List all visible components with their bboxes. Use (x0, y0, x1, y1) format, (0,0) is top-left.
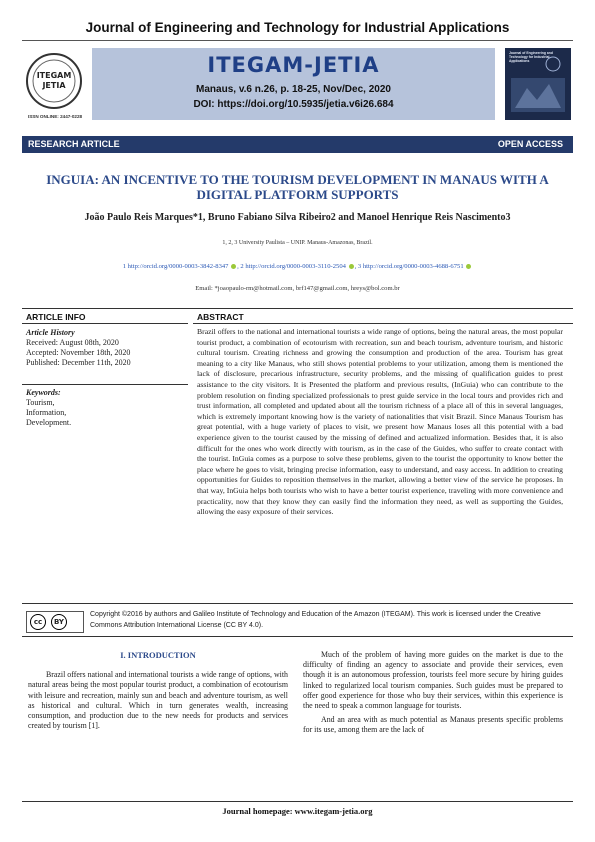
authors: João Paulo Reis Marques*1, Bruno Fabiano Silva Ribeiro2 and Manoel Henrique Reis Nascimento3 (84, 212, 511, 223)
email-line: Email: *joaopaulo-rm@hotmail.com, brf147@gmail.com, hreys@bol.com.br (195, 285, 400, 292)
published-date: Published: December 11th, 2020 (26, 358, 131, 367)
license-notice: Copyright ©2016 by authors and Galileo Institute of Technology and Education of the Amazon (ITEGAM). This work is licensed under the Creative Commons Attribution International License (CC BY 4.0). (90, 611, 541, 629)
info-rule (22, 323, 188, 324)
keyword: Information, (26, 408, 67, 417)
article-history (26, 328, 131, 368)
orcid-icon (349, 264, 354, 269)
intro-left-column (28, 650, 288, 731)
accepted-date: Accepted: November 18th, 2020 (26, 348, 131, 357)
cc-by-badge[interactable] (26, 611, 84, 633)
abstract-rule (193, 323, 573, 324)
svg-text:ITEGAM: ITEGAM (36, 71, 72, 80)
keyword: Development. (26, 418, 72, 427)
orcid-links: 1 http://orcid.org/0000-0003-3842-8347 , 2 http://orcid.org/0000-0003-3110-2504 , 3 http://orcid.org/0000-0003-4688-6751 (0, 263, 595, 270)
orcid-icon (466, 264, 471, 269)
intro-paragraph: And an area with as much potential as Manaus presents specific problems for its use, among them are the lack of (303, 715, 563, 735)
article-type-bar (22, 136, 573, 153)
orcid-icon (231, 264, 236, 269)
history-label: Article History (26, 328, 75, 337)
journal-logo (24, 50, 84, 112)
intro-right-column (303, 650, 563, 736)
introduction-heading: I. INTRODUCTION (120, 650, 196, 660)
svg-text:JETIA: JETIA (42, 81, 66, 90)
banner-journal-name: ITEGAM-JETIA (207, 53, 380, 77)
journal-cover-image (505, 48, 571, 120)
abstract-text: Brazil offers to the national and international tourists a wide range of options, being the natural areas, the most popular tourist product, a combination of ecotourism with recreation, sun and beach tourism, adventure tourism, and historic cultural tourism. Creating richness and growing the consumption and production of the area. Tourism has great meaning to a city like Manaus, who still shows potential problems to your utilization, among them is mentioned the lack of disclosure, precarious infrastructure, security problems, and the missing of qualification guides to prest assistance to the city visitors. It is Presented the platform and previous results, (InGuia) who can contribute to the problem resolution on finding specialized professionals to prest guide service in the local tours and provides rich and trust information, all completed and updated about all the tourism richness of a place all of this in several languages, which is extremely important knowing how is the variety of nationalities that visit Brazil. Since Manaus Tourism has great potential, with a huge variety of places to visit, we present how Manaus loses all this potential with a bad experience given to the tourist caused by the missing of defined and actualized information. Besides that, it is also difficult for the ones who work directly with tourism, as in the case of the Guides, who suffer to create contact with the tourist. InGuia comes as a purpose to solve these problems, given to the tourist the opportunity to know better the place where he goes to visit, bringing precise information, easy to understand, and easy access. In addition to creating opportunities for Guides to reposition themselves in the market, allowing a better view of the service he proposes. In that way, InGuia helps both tourists who wish to have a better tourist experience, traveling with more convenience and practicality, now that they know they can easily find the information they need, as well as supporting the Guides, allowing the easy exposure of their services. (197, 327, 563, 517)
footer-rule (22, 801, 573, 802)
by-icon: BY (51, 614, 67, 630)
abstract-heading: ABSTRACT (197, 312, 244, 322)
header-rule (22, 40, 573, 41)
keywords-block (26, 388, 71, 428)
article-info-heading: ARTICLE INFO (26, 312, 86, 322)
banner-volume: Manaus, v.6 n.26, p. 18-25, Nov/Dec, 2020 (196, 84, 391, 95)
research-article-label: RESEARCH ARTICLE (28, 139, 120, 149)
keywords-label: Keywords: (26, 388, 61, 397)
cover-text: Journal of Engineering and Technology for Industrial Applications (509, 51, 553, 63)
orcid-link-2[interactable]: 2 http://orcid.org/0000-0003-3110-2504 (240, 263, 346, 270)
affiliation: 1, 2, 3 University Paulista – UNIP. Manaus-Amazonas, Brazil. (222, 240, 373, 246)
top-rule (22, 308, 573, 309)
journal-title: Journal of Engineering and Technology for Industrial Applications (85, 20, 510, 35)
keyword: Tourism, (26, 398, 55, 407)
received-date: Received: August 08th, 2020 (26, 338, 119, 347)
cc-icon: cc (30, 614, 46, 630)
orcid-link-1[interactable]: 1 http://orcid.org/0000-0003-3842-8347 (122, 263, 229, 270)
paper-title: INGUIA: AN INCENTIVE TO THE TOURISM DEVELOPMENT IN MANAUS WITH A DIGITAL PLATFORM SUPPORTS (46, 172, 549, 202)
intro-paragraph: Brazil offers national and international tourists a wide range of options, with natural areas being the most popular tourist product, a combination of ecotourism with leisure and recreation, mainly sun and beach and adventure tourism, as well as historical and cultural. Which in turn generates wealth, increasing consumption, and production due to the new needs for products and services created by tourism [1]. (28, 670, 288, 731)
journal-homepage[interactable]: Journal homepage: www.itegam-jetia.org (222, 806, 373, 816)
orcid-link-3[interactable]: 3 http://orcid.org/0000-0003-4688-6751 (357, 263, 464, 270)
banner-doi[interactable]: DOI: https://doi.org/10.5935/jetia.v6i26.684 (193, 99, 394, 110)
license-rule-top (22, 603, 573, 604)
issn-label: ISSN ONLINE: 2447-0228 (27, 114, 83, 119)
open-access-label: OPEN ACCESS (497, 139, 563, 149)
license-rule-bottom (22, 636, 573, 637)
intro-paragraph: Much of the problem of having more guides on the market is due to the difficulty of finding an agency to associate and provide their services, even though it is an autonomous profession, tourists feel more secure by hiring guides linked to regularized local tourism companies. Such guides must be prepared to offer good experience for those who buy their services, within this experience is the need to speak a common language for tourists. (303, 650, 563, 711)
journal-banner (92, 48, 495, 120)
keywords-rule (22, 384, 188, 385)
